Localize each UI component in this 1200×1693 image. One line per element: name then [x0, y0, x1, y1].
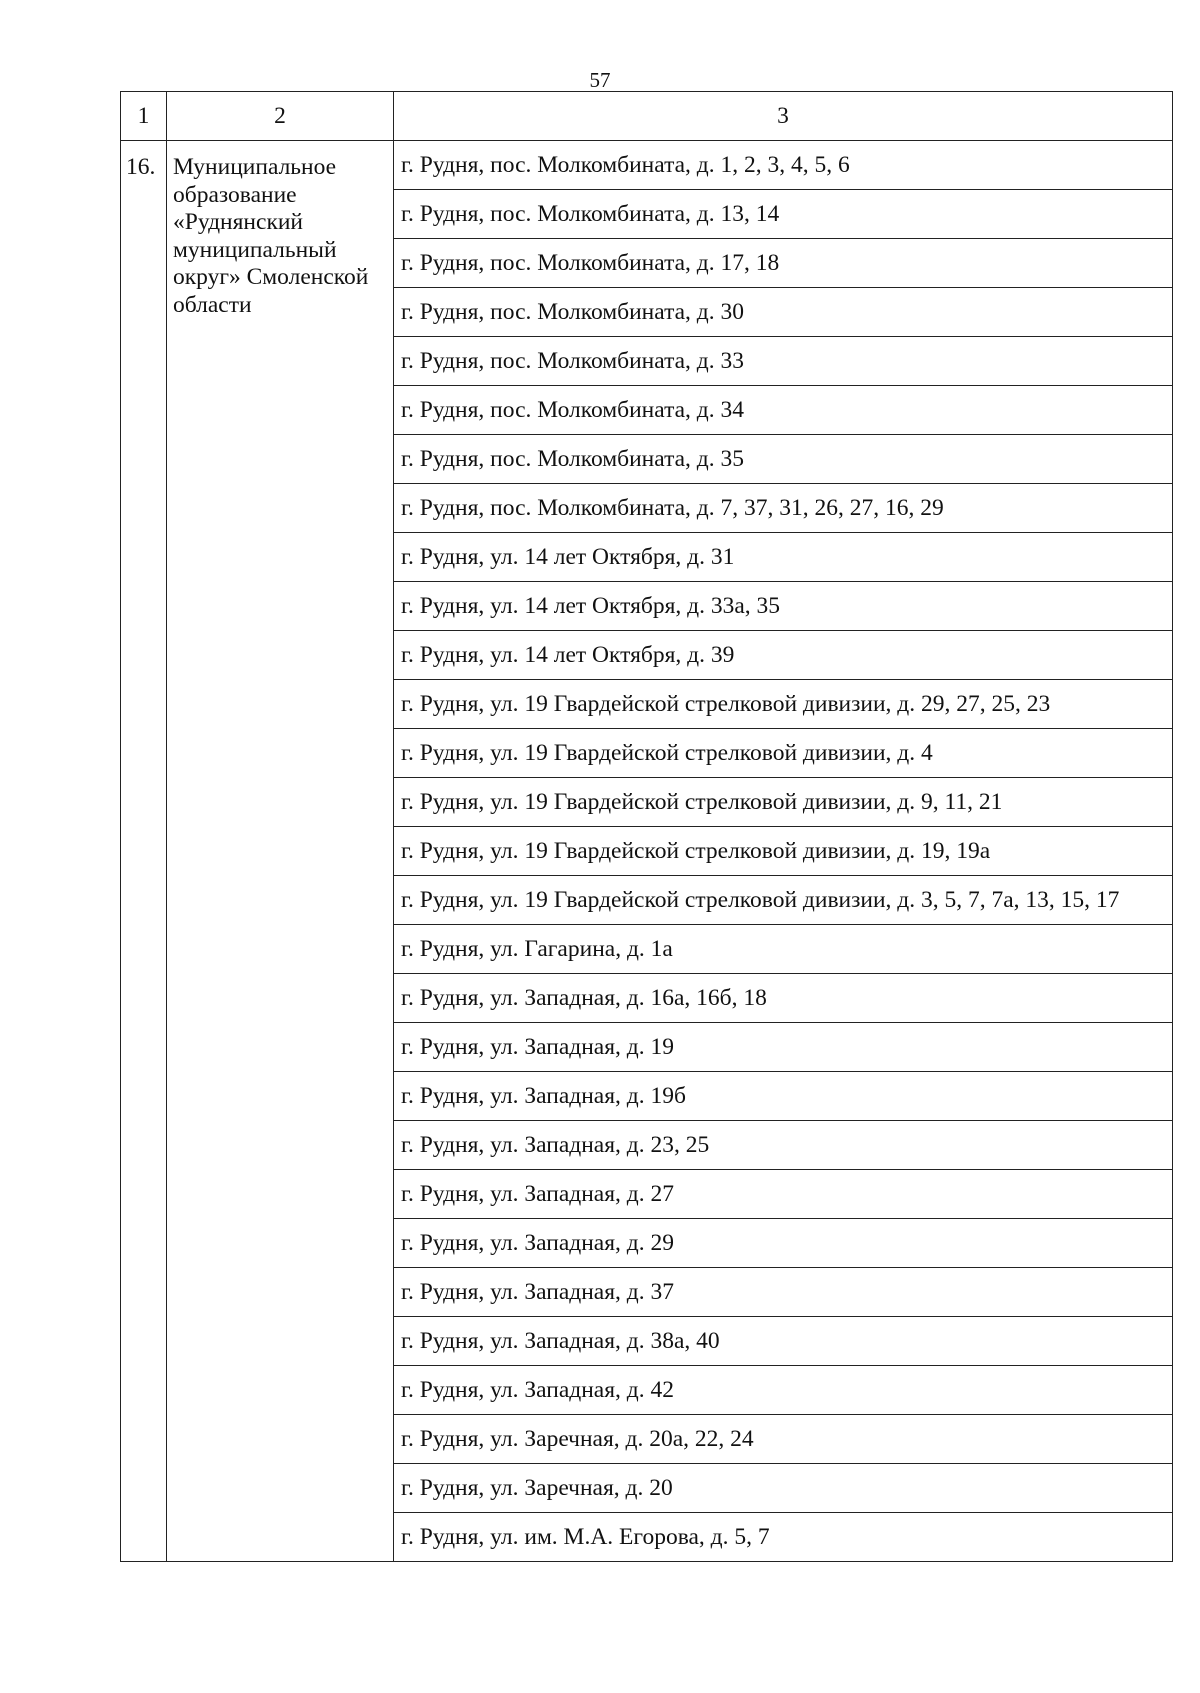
address-cell: г. Рудня, ул. 19 Гвардейской стрелковой дивизии, д. 3, 5, 7, 7а, 13, 15, 17 [394, 876, 1173, 925]
address-cell: г. Рудня, пос. Молкомбината, д. 1, 2, 3, 4, 5, 6 [394, 141, 1173, 190]
address-cell: г. Рудня, ул. 14 лет Октября, д. 39 [394, 631, 1173, 680]
address-cell: г. Рудня, ул. Западная, д. 37 [394, 1268, 1173, 1317]
address-cell: г. Рудня, ул. Гагарина, д. 1а [394, 925, 1173, 974]
address-cell: г. Рудня, ул. им. М.А. Егорова, д. 5, 7 [394, 1513, 1173, 1562]
address-cell: г. Рудня, ул. 14 лет Октября, д. 33а, 35 [394, 582, 1173, 631]
address-cell: г. Рудня, ул. Западная, д. 38а, 40 [394, 1317, 1173, 1366]
address-cell: г. Рудня, пос. Молкомбината, д. 33 [394, 337, 1173, 386]
address-cell: г. Рудня, пос. Молкомбината, д. 7, 37, 31, 26, 27, 16, 29 [394, 484, 1173, 533]
address-cell: г. Рудня, ул. Заречная, д. 20 [394, 1464, 1173, 1513]
address-cell: г. Рудня, пос. Молкомбината, д. 13, 14 [394, 190, 1173, 239]
header-cell-1: 1 [121, 92, 167, 141]
document-table-container [120, 91, 1172, 1562]
address-table [120, 91, 1173, 1562]
address-cell: г. Рудня, пос. Молкомбината, д. 35 [394, 435, 1173, 484]
page-number-text: 57 [564, 69, 637, 92]
header-cell-2: 2 [167, 92, 394, 141]
header-row [121, 92, 1173, 141]
address-cell: г. Рудня, ул. 14 лет Октября, д. 31 [394, 533, 1173, 582]
header-cell-3: 3 [394, 92, 1173, 141]
address-cell: г. Рудня, пос. Молкомбината, д. 34 [394, 386, 1173, 435]
address-cell: г. Рудня, ул. Западная, д. 23, 25 [394, 1121, 1173, 1170]
address-table-body [121, 92, 1173, 1562]
address-cell: г. Рудня, ул. Западная, д. 19б [394, 1072, 1173, 1121]
address-cell: г. Рудня, ул. Западная, д. 29 [394, 1219, 1173, 1268]
address-cell: г. Рудня, ул. Западная, д. 16а, 16б, 18 [394, 974, 1173, 1023]
entry-organization: Муниципальное образование «Руднянский муниципальный округ» Смоленской области [167, 141, 394, 1562]
address-cell: г. Рудня, ул. Западная, д. 27 [394, 1170, 1173, 1219]
address-cell: г. Рудня, ул. 19 Гвардейской стрелковой дивизии, д. 29, 27, 25, 23 [394, 680, 1173, 729]
table-row [121, 141, 1173, 190]
address-cell: г. Рудня, ул. Заречная, д. 20а, 22, 24 [394, 1415, 1173, 1464]
address-cell: г. Рудня, ул. Западная, д. 19 [394, 1023, 1173, 1072]
entry-number: 16. [121, 141, 167, 1562]
address-cell: г. Рудня, ул. 19 Гвардейской стрелковой дивизии, д. 19, 19а [394, 827, 1173, 876]
address-cell: г. Рудня, ул. 19 Гвардейской стрелковой дивизии, д. 9, 11, 21 [394, 778, 1173, 827]
address-cell: г. Рудня, ул. 19 Гвардейской стрелковой дивизии, д. 4 [394, 729, 1173, 778]
address-cell: г. Рудня, ул. Западная, д. 42 [394, 1366, 1173, 1415]
address-cell: г. Рудня, пос. Молкомбината, д. 30 [394, 288, 1173, 337]
address-cell: г. Рудня, пос. Молкомбината, д. 17, 18 [394, 239, 1173, 288]
page-number [0, 68, 1200, 93]
